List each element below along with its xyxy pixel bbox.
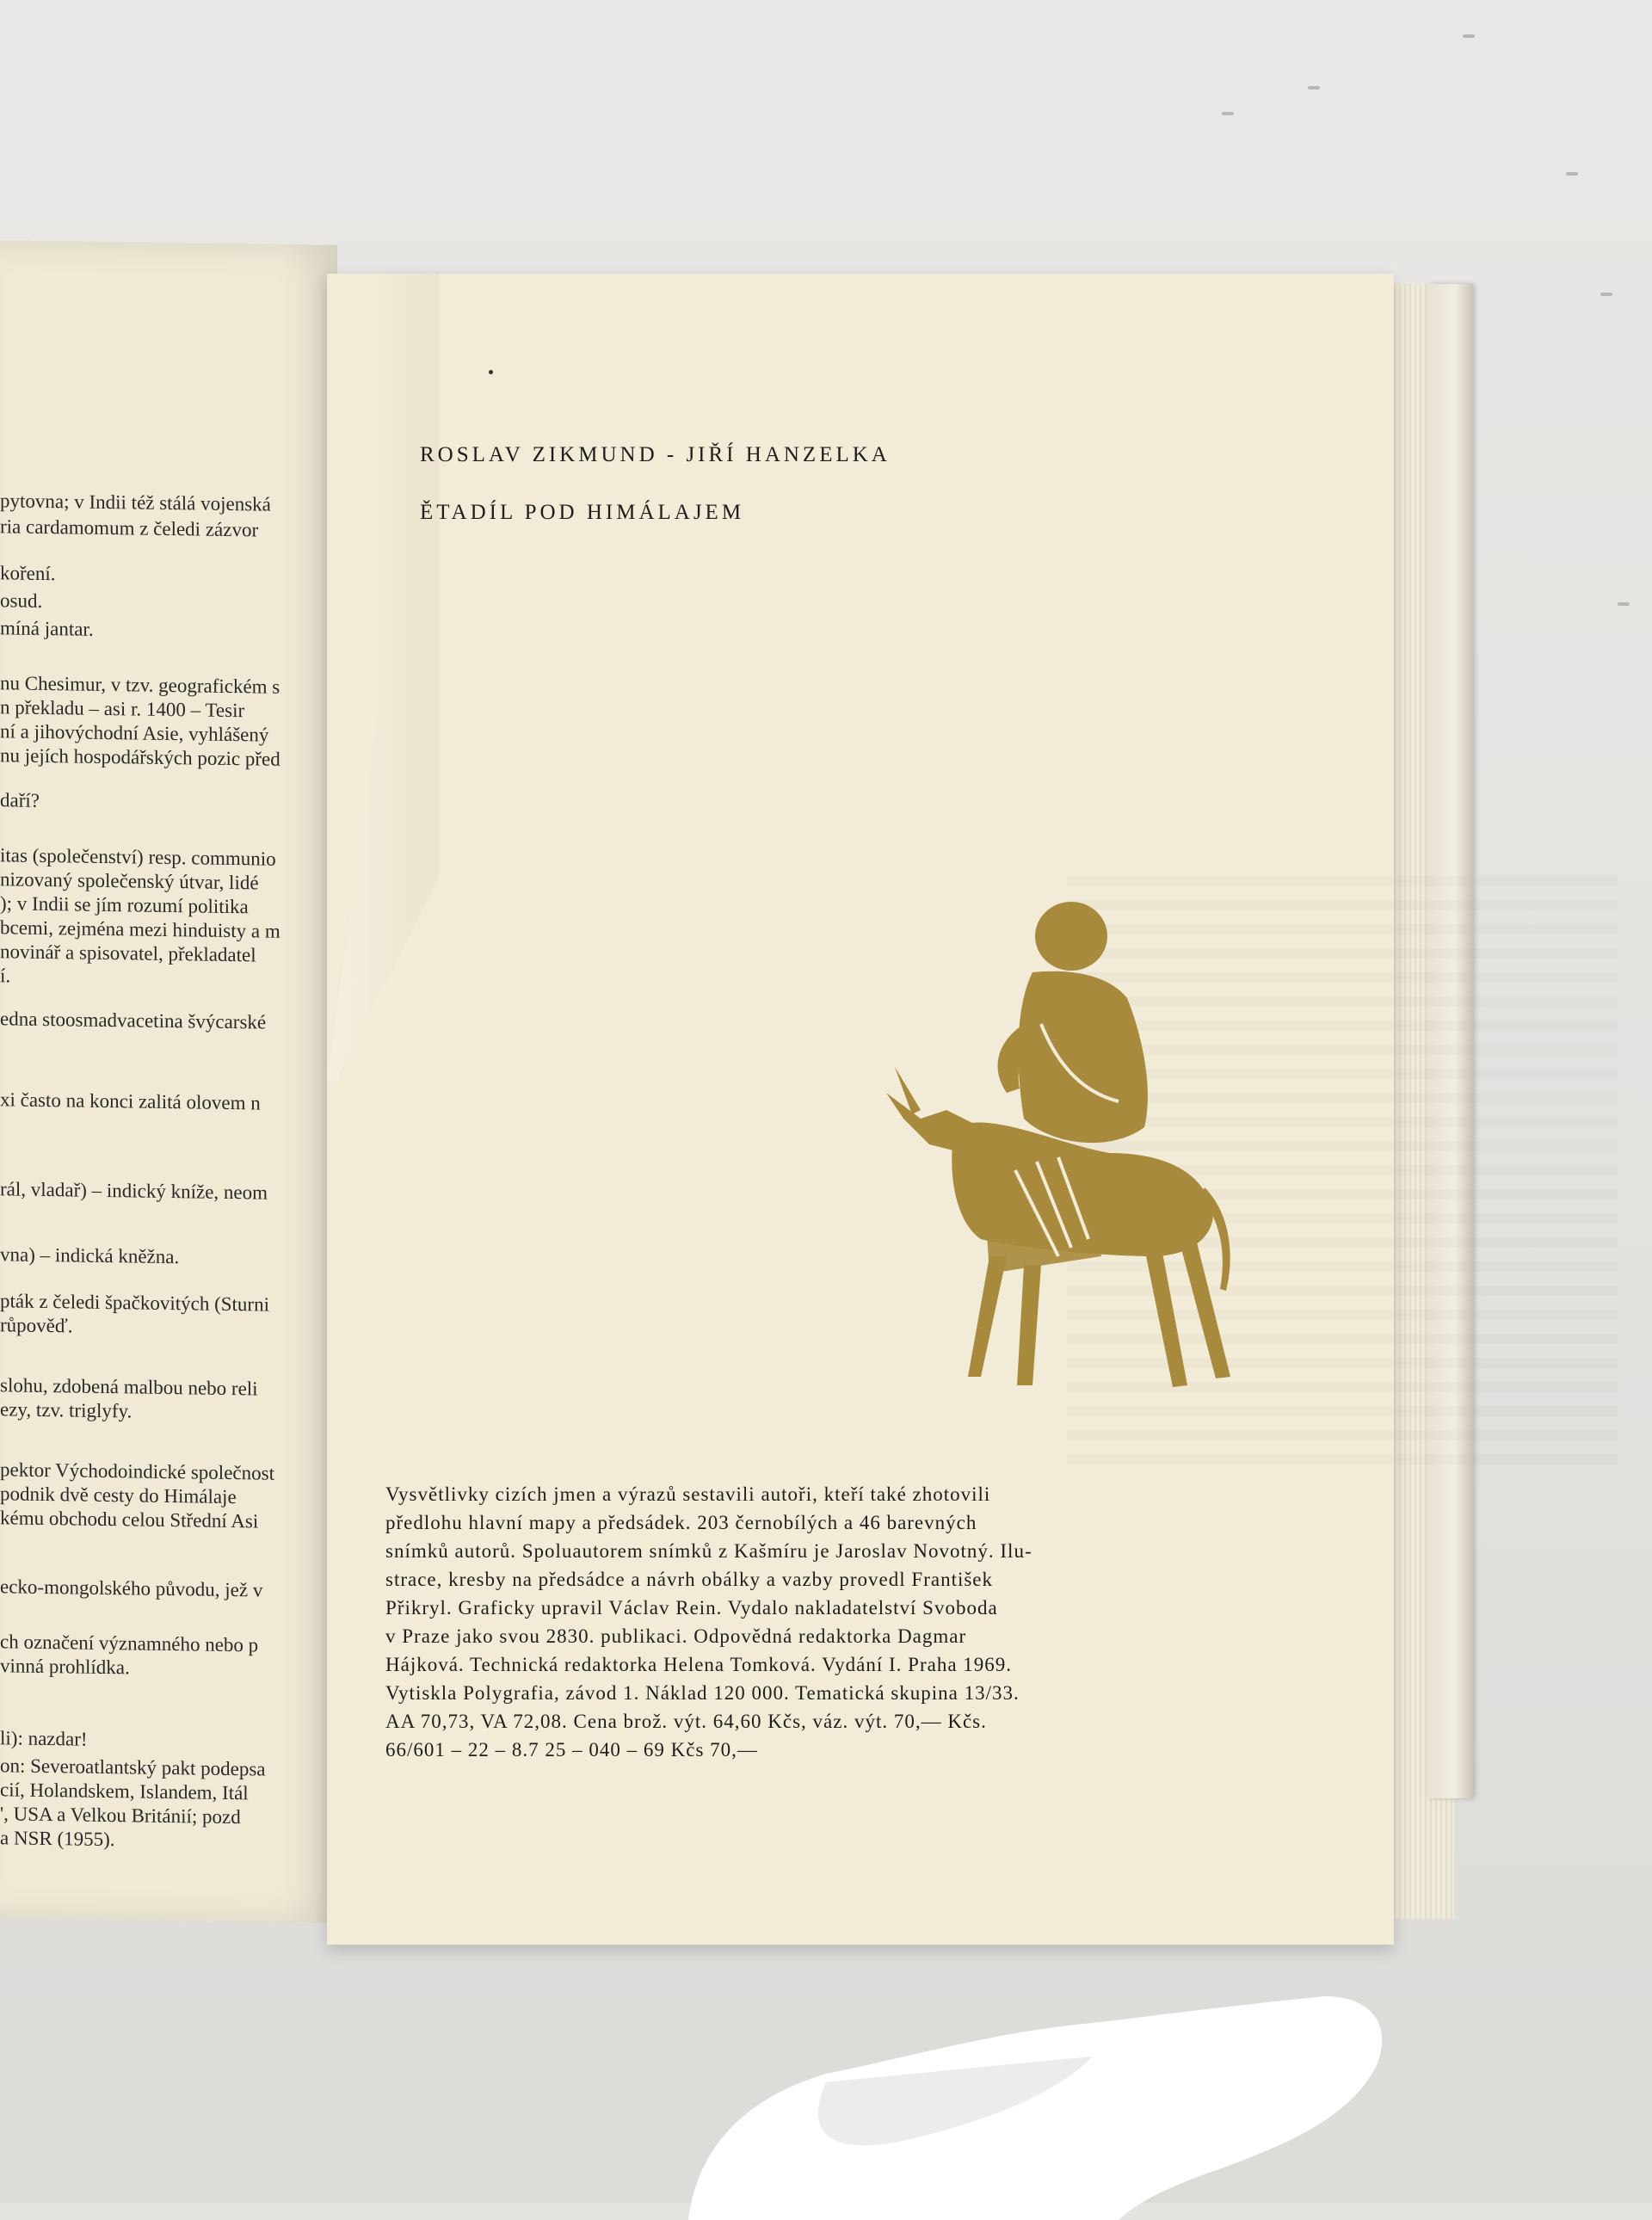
left-page-text: [0, 490, 337, 1851]
left-line: nu Chesimur, v tzv. geografickém s: [0, 672, 280, 698]
donkey-leg: [1017, 1265, 1041, 1385]
dust-mark: [1600, 293, 1612, 296]
dust-mark: [1222, 112, 1234, 115]
dust-mark: [1618, 602, 1630, 606]
left-line: n překladu – asi r. 1400 – Tesir: [0, 696, 245, 722]
left-line: vinná prohlídka.: [0, 1655, 130, 1679]
left-line: koření.: [0, 562, 56, 585]
imprint-line: předlohu hlavní mapy a předsádek. 203 černobílých a 46 barevných: [385, 1512, 977, 1533]
left-line: a NSR (1955).: [0, 1827, 115, 1851]
left-line: ezy, tzv. triglyfy.: [0, 1398, 133, 1422]
left-line: podnik dvě cesty do Himálaje: [0, 1483, 237, 1508]
imprint-line: AA 70,73, VA 72,08. Cena brož. výt. 64,60 Kčs, váz. výt. 70,— Kčs.: [385, 1711, 987, 1732]
left-line: novinář a spisovatel, překladatel: [0, 940, 256, 966]
left-line: ecko-mongolského původu, jež v: [0, 1576, 263, 1601]
left-line: pektor Východoindické společnost: [0, 1458, 274, 1484]
left-line: slohu, zdobená malbou nebo reli: [0, 1374, 258, 1400]
left-line: daří?: [0, 789, 40, 811]
imprint-line: Vysvětlivky cizích jmen a výrazů sestavili autoři, kteří také zhotovili: [385, 1483, 991, 1505]
left-line: vna) – indická kněžna.: [0, 1243, 180, 1268]
ink-dot: [489, 370, 493, 374]
left-line: edna stoosmadvacetina švýcarské: [0, 1008, 267, 1033]
imprint-line: Vytiskla Polygrafia, závod 1. Náklad 120 000. Tematická skupina 13/33.: [385, 1682, 1020, 1704]
left-page: [0, 240, 337, 1922]
white-glove: [688, 1859, 1394, 2220]
left-line: ní a jihovýchodní Asie, vyhlášený: [0, 720, 269, 746]
dust-mark: [1308, 86, 1320, 89]
left-line: ch označení významného nebo p: [0, 1631, 259, 1656]
left-line: nu jejích hospodářských pozic před: [0, 744, 280, 770]
left-line: míná jantar.: [0, 617, 94, 640]
left-line: rál, vladař) – indický kníže, neom: [0, 1178, 268, 1204]
rider-body: [1018, 971, 1147, 1143]
dust-mark: [1566, 172, 1578, 176]
glove-shape: [688, 1996, 1382, 2220]
left-line: í.: [0, 965, 11, 987]
left-line: kému obchodu celou Střední Asi: [0, 1507, 259, 1532]
left-line: ria cardamomum z čeledi zázvor: [0, 515, 259, 541]
imprint-line: v Praze jako svou 2830. publikaci. Odpovědná redaktorka Dagmar: [385, 1625, 967, 1647]
left-line: bcemi, zejména mezi hinduisty a m: [0, 916, 280, 942]
left-line: cií, Holandskem, Islandem, Itál: [0, 1779, 249, 1804]
left-line: xi často na konci zalitá olovem n: [0, 1088, 261, 1114]
dust-mark: [1463, 34, 1475, 38]
rider-head: [1035, 902, 1107, 971]
imprint-line: strace, kresby na předsádce a návrh obálky a vazby provedl František: [385, 1569, 994, 1590]
left-line: ', USA a Velkou Británií; pozd: [0, 1803, 241, 1828]
left-line: on: Severoatlantský pakt podepsa: [0, 1754, 266, 1780]
left-line: pytovna; v Indii též stálá vojenská: [0, 490, 271, 515]
imprint-line: snímků autorů. Spoluautorem snímků z Kašmíru je Jaroslav Novotný. Ilu-: [385, 1540, 1032, 1562]
left-line: li): nazdar!: [0, 1727, 88, 1750]
rider-on-donkey-illustration: [886, 895, 1248, 1403]
title-line: ĚTADÍL POD HIMÁLAJEM: [420, 501, 745, 524]
imprint-line: Hájková. Technická redaktorka Helena Tomková. Vydání I. Praha 1969.: [385, 1654, 1013, 1675]
left-line: itas (společenství) resp. communio: [0, 844, 276, 870]
donkey-leg: [968, 1256, 1007, 1377]
donkey-leg: [1144, 1248, 1187, 1387]
saddle-cloth: [981, 1144, 1101, 1273]
left-line: pták z čeledi špačkovitých (Sturni: [0, 1290, 269, 1316]
left-line: růpověď.: [0, 1314, 73, 1337]
left-line: ); v Indii se jím rozumí politika: [0, 892, 249, 918]
author-line: ROSLAV ZIKMUND - JIŘÍ HANZELKA: [420, 443, 891, 466]
left-line: osud.: [0, 589, 43, 612]
left-line: nizovaný společenský útvar, lidé: [0, 868, 259, 894]
colophon-imprint: [385, 1480, 1254, 1764]
imprint-line: 66/601 – 22 – 8.7 25 – 040 – 69 Kčs 70,—: [385, 1739, 758, 1761]
imprint-line: Přikryl. Graficky upravil Václav Rein. Vydalo nakladatelství Svoboda: [385, 1597, 998, 1619]
